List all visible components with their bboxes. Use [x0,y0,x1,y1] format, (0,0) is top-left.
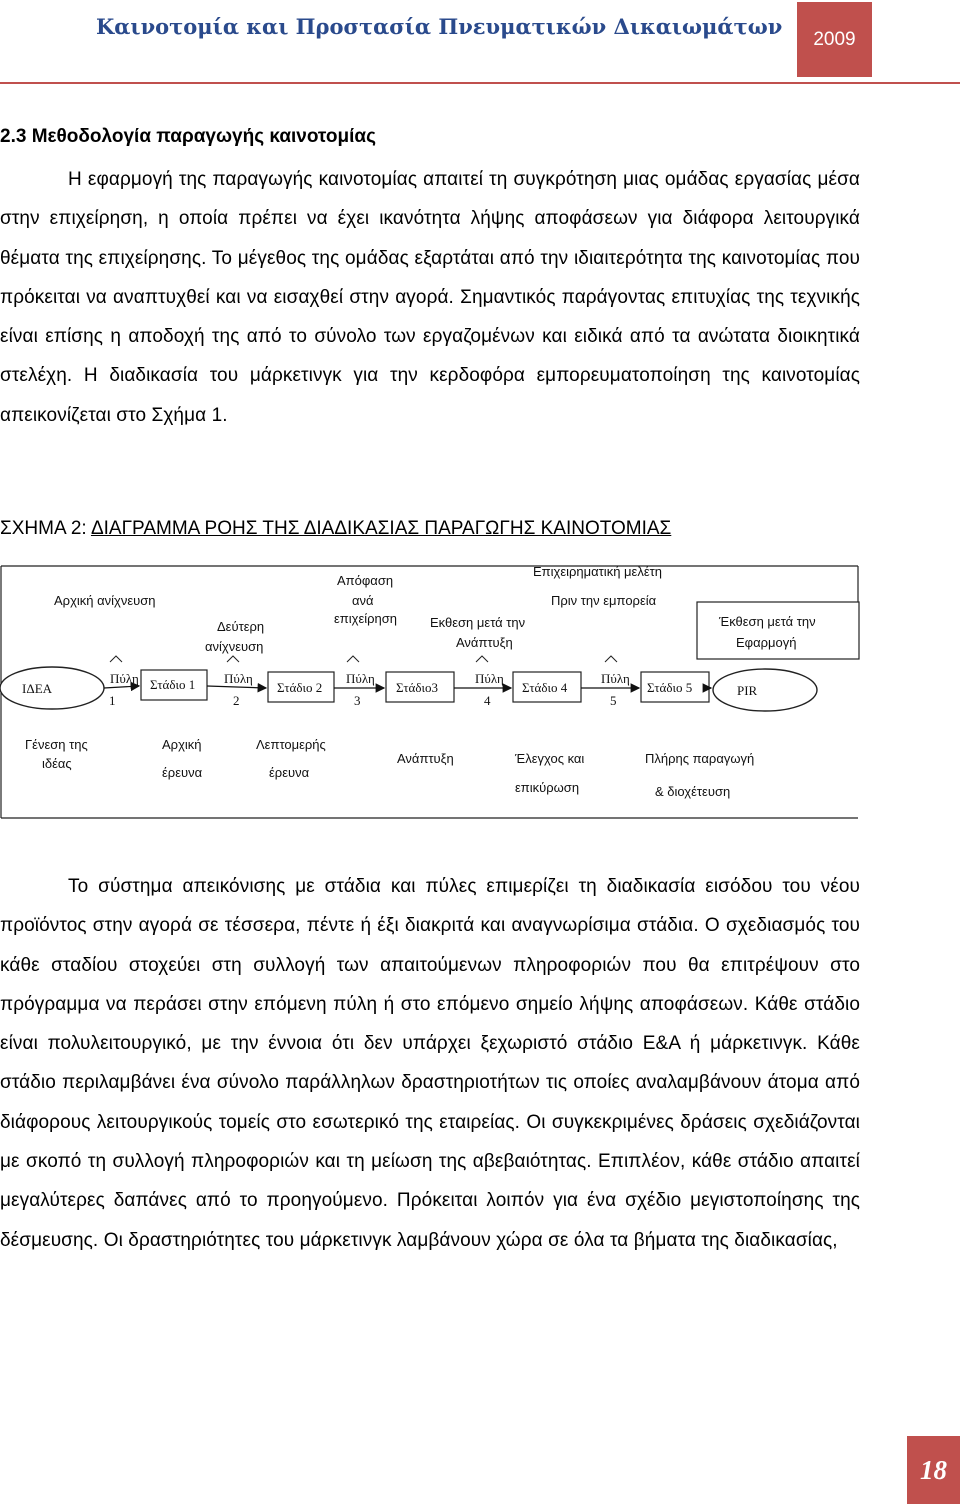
label-post-impl-2: Εφαρμογή [736,635,797,650]
gate-5-number: 5 [610,693,617,708]
stage-5-label: Στάδιο 5 [647,680,693,695]
figure-caption [0,518,671,540]
gate-4-label: Πύλη [475,671,504,686]
gate-2-number: 2 [233,693,240,708]
stage-4-label: Στάδιο 4 [522,680,568,695]
header-year-badge: 2009 [797,2,872,77]
label-testing-2: επικύρωση [515,780,580,795]
label-idea-gen-2: ιδέας [42,756,72,771]
label-post-dev-2: Ανάπτυξη [456,635,513,650]
idea-label: ΙΔΕΑ [22,681,53,696]
stage-1-label: Στάδιο 1 [150,677,196,692]
header-divider [0,82,960,84]
label-detailed-2: έρευνα [269,765,310,780]
arrow-idea-stage1 [104,686,139,688]
label-prelim-2: έρευνα [162,765,203,780]
gate-4-number: 4 [484,693,491,708]
stage-gate-diagram [0,562,860,820]
gate-2 [224,656,253,708]
stage-gate-svg [0,562,860,820]
page-number-badge: 18 [907,1436,960,1504]
label-decision-1: Απόφαση [337,573,394,588]
gate-1-number: 1 [109,693,116,708]
pir-ellipse [713,669,817,711]
stage-2-label: Στάδιο 2 [277,680,323,695]
pir-label: PIR [737,683,758,698]
figure-caption-title: ΔΙΑΓΡΑΜΜΑ ΡΟΗΣ ΤΗΣ ΔΙΑΔΙΚΑΣΙΑΣ ΠΑΡΑΓΩΓΗΣ ΚΑΙΝΟΤΟΜΙΑΣ [90,518,672,539]
document-header-title: Καινοτομία και Προστασία Πνευματικών Δικαιωμάτων [96,14,783,39]
label-decision-3: επιχείρηση [334,611,398,626]
label-initial-screen: Αρχική ανίχνευση [54,593,156,608]
intro-paragraph-text: Η εφαρμογή της παραγωγής καινοτομίας απαιτεί τη συγκρότηση μιας ομάδας εργασίας μέσα στην επιχείρηση, η οποία πρέπει να έχει ικανότητα λήψης αποφάσεων για διάφορα λειτουργικά θέματα της επιχείρησης. Το μέγεθος της ομάδας εξαρτάται από την ιδιαιτερότητα της καινοτομίας που πρόκειται να αναπτυχθεί και να εισαχθεί στην αγορά. Σημαντικός παράγοντας επιτυχίας της τεχνικής είναι επίσης η αποδοχή της από το σύνολο των εργαζομένων και ειδικά από τα ανώτατα διοικητικά στελέχη. Η διαδικασία του μάρκετινγκ για την κερδοφόρα εμπορευματοποίηση της καινοτομίας απεικονίζεται στο Σχήμα 1. [0,169,860,426]
gate-3-number: 3 [354,693,361,708]
label-idea-gen-1: Γένεση της [25,737,88,752]
gate-2-label: Πύλη [224,671,253,686]
gate-5-label: Πύλη [601,671,630,686]
body-paragraph-text: Το σύστημα απεικόνισης με στάδια και πύλες επιμερίζει τη διαδικασία εισόδου του νέου προϊόντος στην αγορά σε τέσσερα, πέντε ή έξι διακριτά και αναγνωρίσιμα στάδια. Ο σχεδιασμός του κάθε σταδίου στοχεύει στη συλλογή των απαιτούμενων πληροφοριών που θα επιτρέψουν στο πρόγραμμα να περάσει στην επόμενη πύλη ή στο επόμενο σημείο λήψης αποφάσεων. Κάθε στάδιο είναι πολυλειτουργικό, με την έννοια ότι δεν υπάρχει ξεχωριστό στάδιο Ε&Α ή μάρκετινγκ. Κάθε στάδιο περιλαμβάνει ένα σύνολο παράλληλων δραστηριοτήτων τις οποίες αναλαμβάνουν άτομα από διάφορους λειτουργικούς τομείς στο εσωτερικό της εταιρείας. Οι συγκεκριμένες δράσεις σχεδιάζονται με σκοπό τη συλλογή πληροφοριών και τη μείωση της αβεβαιότητας. Επιπλέον, κάθε στάδιο απαιτεί μεγαλύτερες δαπάνες από το προηγούμενο. Πρόκειται λοιπόν για ένα σχέδιο μεγιστοποίησης της δέσμευσης. Οι δραστηριότητες του μάρκετινγκ λαμβάνουν χώρα σε όλα τα βήματα της διαδικασίας, [0,876,860,1251]
intro-paragraph [0,160,860,435]
gate-4 [475,656,504,708]
label-decision-2: ανά [352,593,374,608]
label-prelim-1: Αρχική [162,737,202,752]
body-paragraph [0,867,860,1260]
label-detailed-1: Λεπτομερής [256,737,326,752]
label-testing-1: Έλεγχος και [515,751,585,766]
label-second-screen-2: ανίχνευση [205,639,264,654]
label-post-impl-1: Έκθεση μετά την [719,614,816,629]
label-development: Ανάπτυξη [397,751,454,766]
label-second-screen-1: Δεύτερη [217,619,265,634]
section-heading: 2.3 Μεθοδολογία παραγωγής καινοτομίας [0,126,376,147]
gate-3-label: Πύλη [346,671,375,686]
gate-3 [346,656,375,708]
label-post-dev-1: Εκθεση μετά την [430,615,526,630]
stage-3-label: Στάδιο3 [396,680,438,695]
label-launch-1: Πλήρης παραγωγή [645,751,755,766]
label-business-study: Επιχειρηματική μελέτη [533,564,662,579]
arrow-stage1-stage2 [207,686,266,688]
gate-5 [601,656,630,708]
gate-1-label: Πύλη [110,671,139,686]
label-launch-2: & διοχέτευση [655,784,731,799]
post-impl-box [697,602,859,659]
figure-caption-prefix: ΣΧΗΜΑ 2: [0,518,91,539]
label-pre-market: Πριν την εμπορεία [551,593,657,608]
gate-1 [109,656,139,708]
